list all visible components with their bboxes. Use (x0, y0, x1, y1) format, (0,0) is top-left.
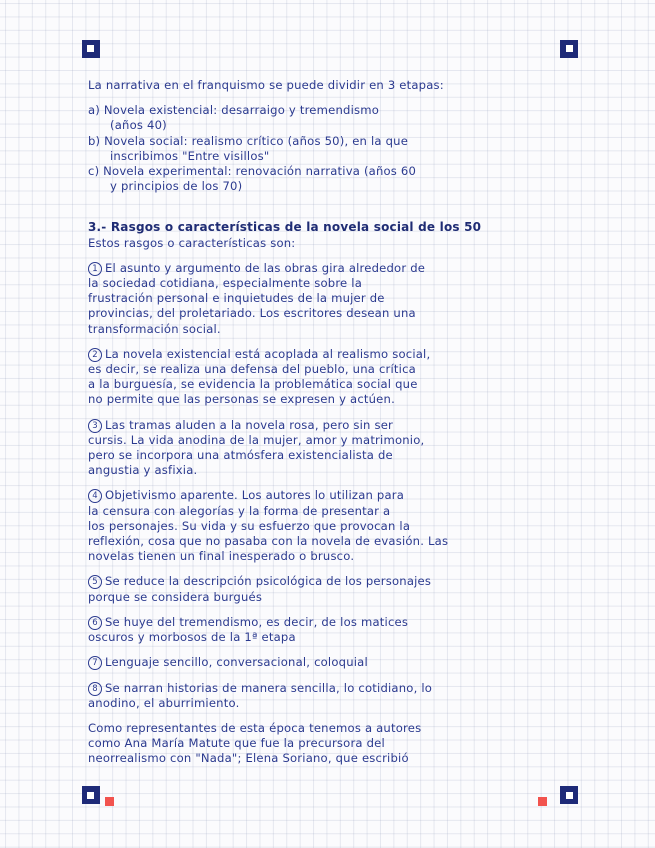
section-subheading: Estos rasgos o características son: (88, 235, 296, 250)
corner-marker-top-left-icon (82, 40, 100, 58)
number-circle-icon: 8 (88, 682, 102, 696)
etapa-b: b) Novela social: realismo crítico (años 50), en la que inscribimos "Entre visillos" (88, 133, 409, 163)
rasgo-6: 6 Se huye del tremendismo, es decir, de los matices oscuros y morbosos de la 1ª etapa (88, 614, 409, 645)
rasgo-7: 7 Lenguaje sencillo, conversacional, coloquial (88, 655, 578, 670)
rasgo-3: 3 Las tramas aluden a la novela rosa, pero sin ser cursis. La vida anodina de la mujer, amor y matrimonio, pero se incorpora una atmósfera existencialista de angustia y asfixia. (88, 417, 425, 478)
corner-marker-top-right-icon (560, 40, 578, 58)
number-circle-icon: 1 (88, 262, 102, 276)
red-square-left-icon (105, 797, 114, 806)
rasgo-8: 8 Se narran historias de manera sencilla, lo cotidiano, lo anodino, el aburrimiento. (88, 680, 433, 710)
corner-marker-bottom-right-icon (560, 786, 578, 804)
section-heading: 3.- Rasgos o características de la novela social de los 50 (88, 220, 482, 235)
closing-paragraph: Como representantes de esta época tenemos a autores como Ana María Matute que fue la precursora del neorrealismo con "Nada"; Elena Soriano, que escribió (88, 720, 422, 766)
red-square-right-icon (538, 797, 547, 806)
corner-marker-bottom-left-icon (82, 786, 100, 804)
number-circle-icon: 3 (88, 419, 102, 433)
rasgo-5: 5 Se reduce la descripción psicológica de los personajes porque se considera burgués (88, 574, 432, 604)
rasgo-2: 2 La novela existencial está acoplada al realismo social, es decir, se realiza una defensa del pueblo, una crítica a la burguesía, se evidencia la problemática social que no permite que las personas se expresen y actúen. (88, 346, 431, 407)
handwritten-text (88, 78, 578, 767)
number-circle-icon: 5 (88, 575, 102, 589)
etapa-c: c) Novela experimental: renovación narrativa (años 60 y principios de los 70) (88, 164, 417, 194)
etapa-a: a) Novela existencial: desarraigo y tremendismo (años 40) (88, 103, 380, 133)
rasgo-4: 4 Objetivismo aparente. Los autores lo utilizan para la censura con alegorías y la forma de presentar a los personajes. Su vida y su esfuerzo que provocan la reflexión, cosa que no pasaba con la novela de evasión. Las novelas tienen un final inesperado o brusco. (88, 488, 449, 564)
number-circle-icon: 6 (88, 616, 102, 630)
rasgo-1: 1 El asunto y argumento de las obras gira alrededor de la sociedad cotidiana, especialmente sobre la frustración personal e inquietudes de la mujer de provincias, del proletariado. Los escritores desean una transformación social. (88, 260, 426, 336)
intro-line: La narrativa en el franquismo se puede dividir en 3 etapas: (88, 78, 444, 92)
number-circle-icon: 4 (88, 489, 102, 503)
number-circle-icon: 7 (88, 656, 102, 670)
number-circle-icon: 2 (88, 348, 102, 362)
